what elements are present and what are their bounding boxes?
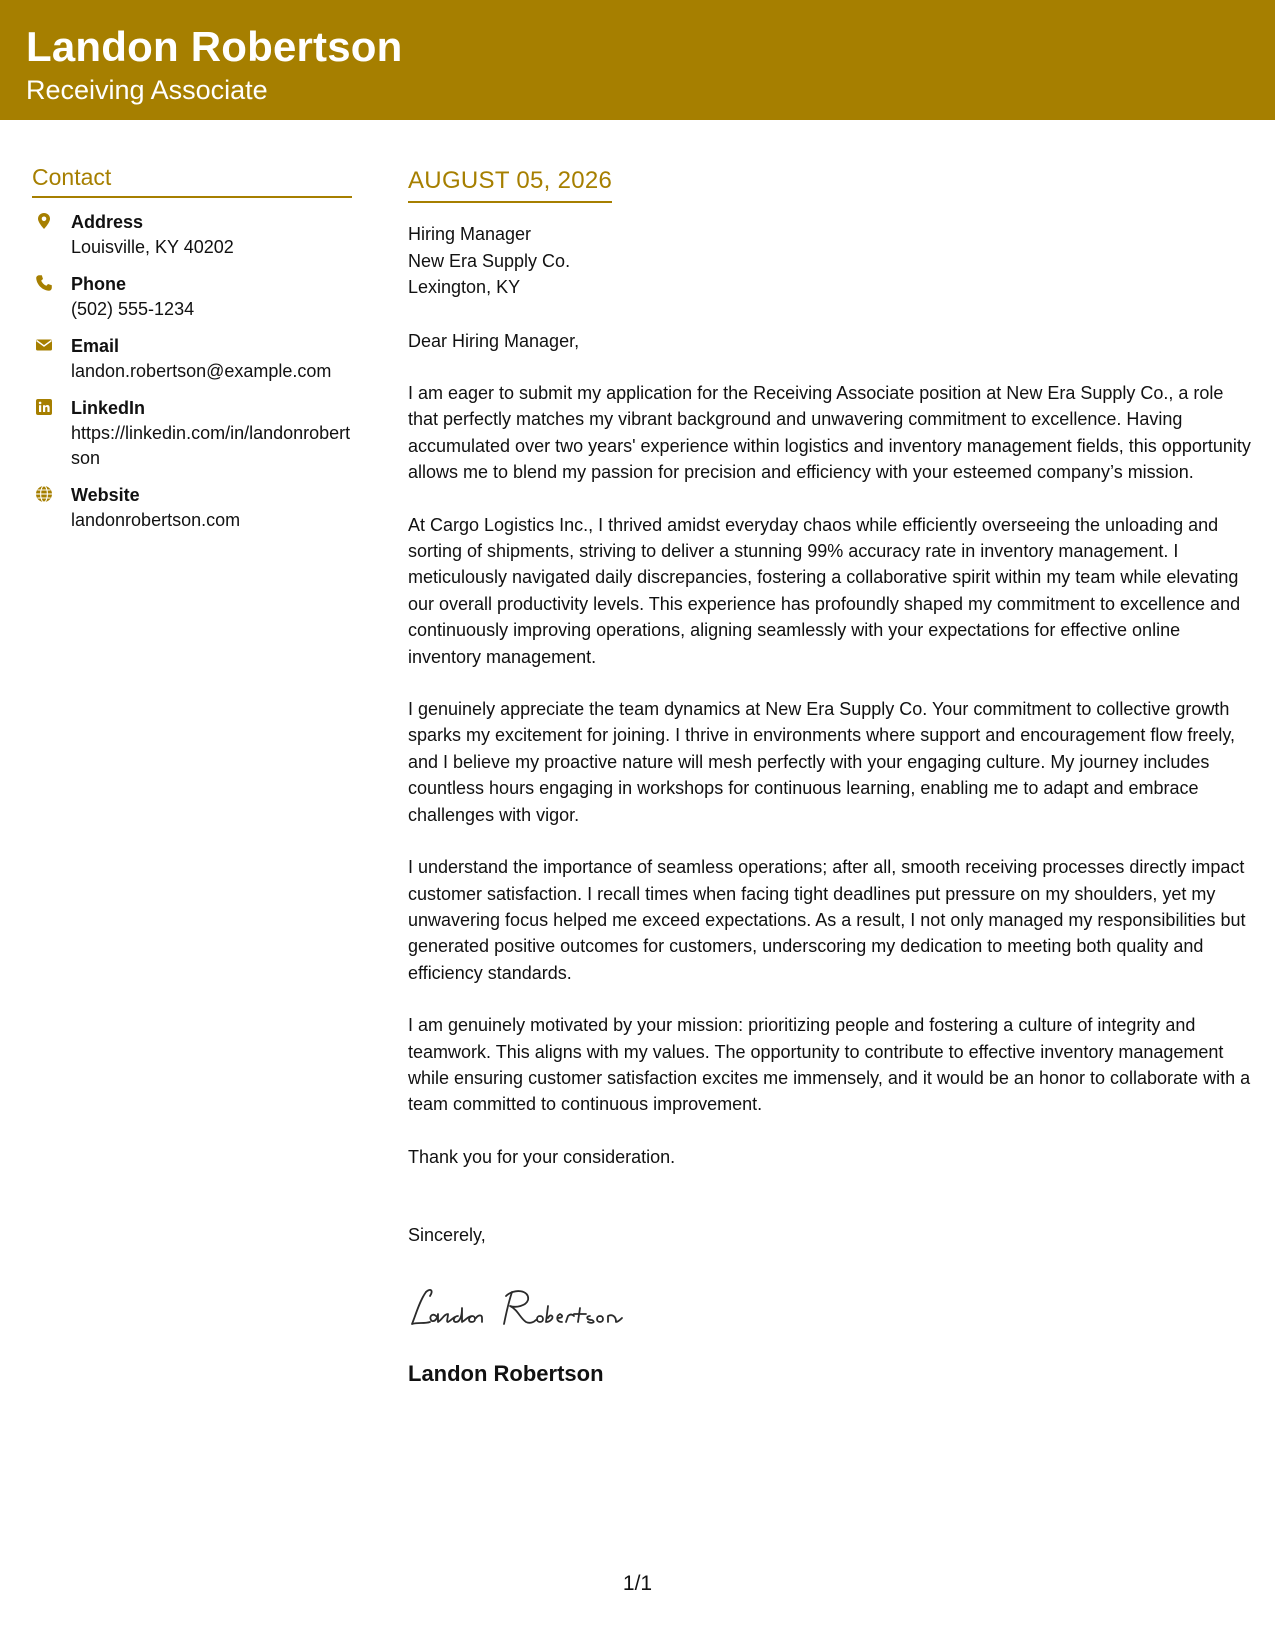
body-paragraph: I am genuinely motivated by your mission: prioritizing people and fostering a culture of integrity and teamwork. This aligns with my values. The opportunity to contribute to effective inventory management while ensuring customer satisfaction excites me immensely, and it would be an honor to collaborate with a team committed to continuous improvement. <box>408 1015 1251 1115</box>
contact-value: landonrobertson.com <box>71 510 241 530</box>
contact-value: Louisville, KY 40202 <box>71 237 234 257</box>
contact-label: Address <box>71 212 144 232</box>
body-paragraph: At Cargo Logistics Inc., I thrived amidst everyday chaos while efficiently overseeing the unloading and sorting of shipments, striving to deliver a stunning 99% accuracy rate in inventory management. I meticulously navigated daily discrepancies, fostering a collaborative spirit within my team while elevating our overall productivity levels. This experience has profoundly shaped my commitment to excellence and continuously improving operations, aligning seamlessly with your expectations for effective online inventory management. <box>408 514 1241 667</box>
map-pin-icon <box>35 212 53 230</box>
applicant-name: Landon Robertson <box>26 23 403 70</box>
contact-item-address <box>32 210 352 260</box>
body-paragraph: I understand the importance of seamless operations; after all, smooth receiving processes directly impact customer satisfaction. I recall times when facing tight deadlines put pressure on my shoulders, yet my unwavering focus helped me exceed expectations. As a result, I not only managed my responsibilities but generated positive outcomes for customers, underscoring my dedication to meeting both quality and efficiency standards. <box>408 857 1246 983</box>
thank-you-line: Thank you for your consideration. <box>408 1146 676 1167</box>
contact-item-email <box>32 334 352 384</box>
linkedin-icon <box>35 398 53 416</box>
letter-date: AUGUST 05, 2026 <box>408 164 612 203</box>
page-number: 1/1 <box>622 1572 653 1595</box>
phone-icon <box>35 274 53 292</box>
envelope-icon <box>35 336 53 354</box>
contact-value: landon.robertson@example.com <box>71 361 332 381</box>
contact-item-linkedin <box>32 396 352 471</box>
body-paragraph: I genuinely appreciate the team dynamics at New Era Supply Co. Your commitment to collective growth sparks my excitement for joining. I thrive in environments where support and encouragement flow freely, and I believe my proactive nature will mesh perfectly with your engaging culture. My journey includes countless hours engaging in workshops for continuous learning, enabling me to adapt and embrace challenges with vigor. <box>408 699 1236 825</box>
job-title: Receiving Associate <box>26 75 268 105</box>
contact-list <box>32 210 352 533</box>
contact-item-phone <box>32 272 352 322</box>
contact-label: LinkedIn <box>71 398 146 418</box>
contact-value: (502) 555-1234 <box>71 299 195 319</box>
contact-label: Website <box>71 485 140 505</box>
recipient-line: New Era Supply Co. <box>408 250 571 271</box>
contact-sidebar <box>32 162 352 545</box>
recipient-line: Hiring Manager <box>408 224 532 244</box>
body-paragraph: I am eager to submit my application for the Receiving Associate position at New Era Supply Co., a role that perfectly matches my vibrant background and unwavering commitment to excellence. Having accumulated over two years' experience within logistics and inventory management fields, this opportunity allows me to blend my passion for precision and efficiency with your esteemed company’s mission. <box>408 383 1251 483</box>
header-banner <box>0 0 1275 120</box>
salutation: Dear Hiring Manager, <box>408 330 580 351</box>
handwritten-signature <box>408 1278 1253 1338</box>
contact-heading: Contact <box>32 162 352 198</box>
closing: Sincerely, <box>408 1225 486 1246</box>
contact-label: Email <box>71 336 120 356</box>
contact-value: https://linkedin.com/in/landonrobertson <box>71 423 351 468</box>
contact-label: Phone <box>71 274 127 294</box>
recipient-block <box>408 221 1253 301</box>
signer-name: Landon Robertson <box>408 1361 604 1387</box>
recipient-line: Lexington, KY <box>408 277 521 297</box>
letter-body <box>408 164 1253 1388</box>
globe-icon <box>35 485 53 503</box>
contact-item-website <box>32 483 352 533</box>
